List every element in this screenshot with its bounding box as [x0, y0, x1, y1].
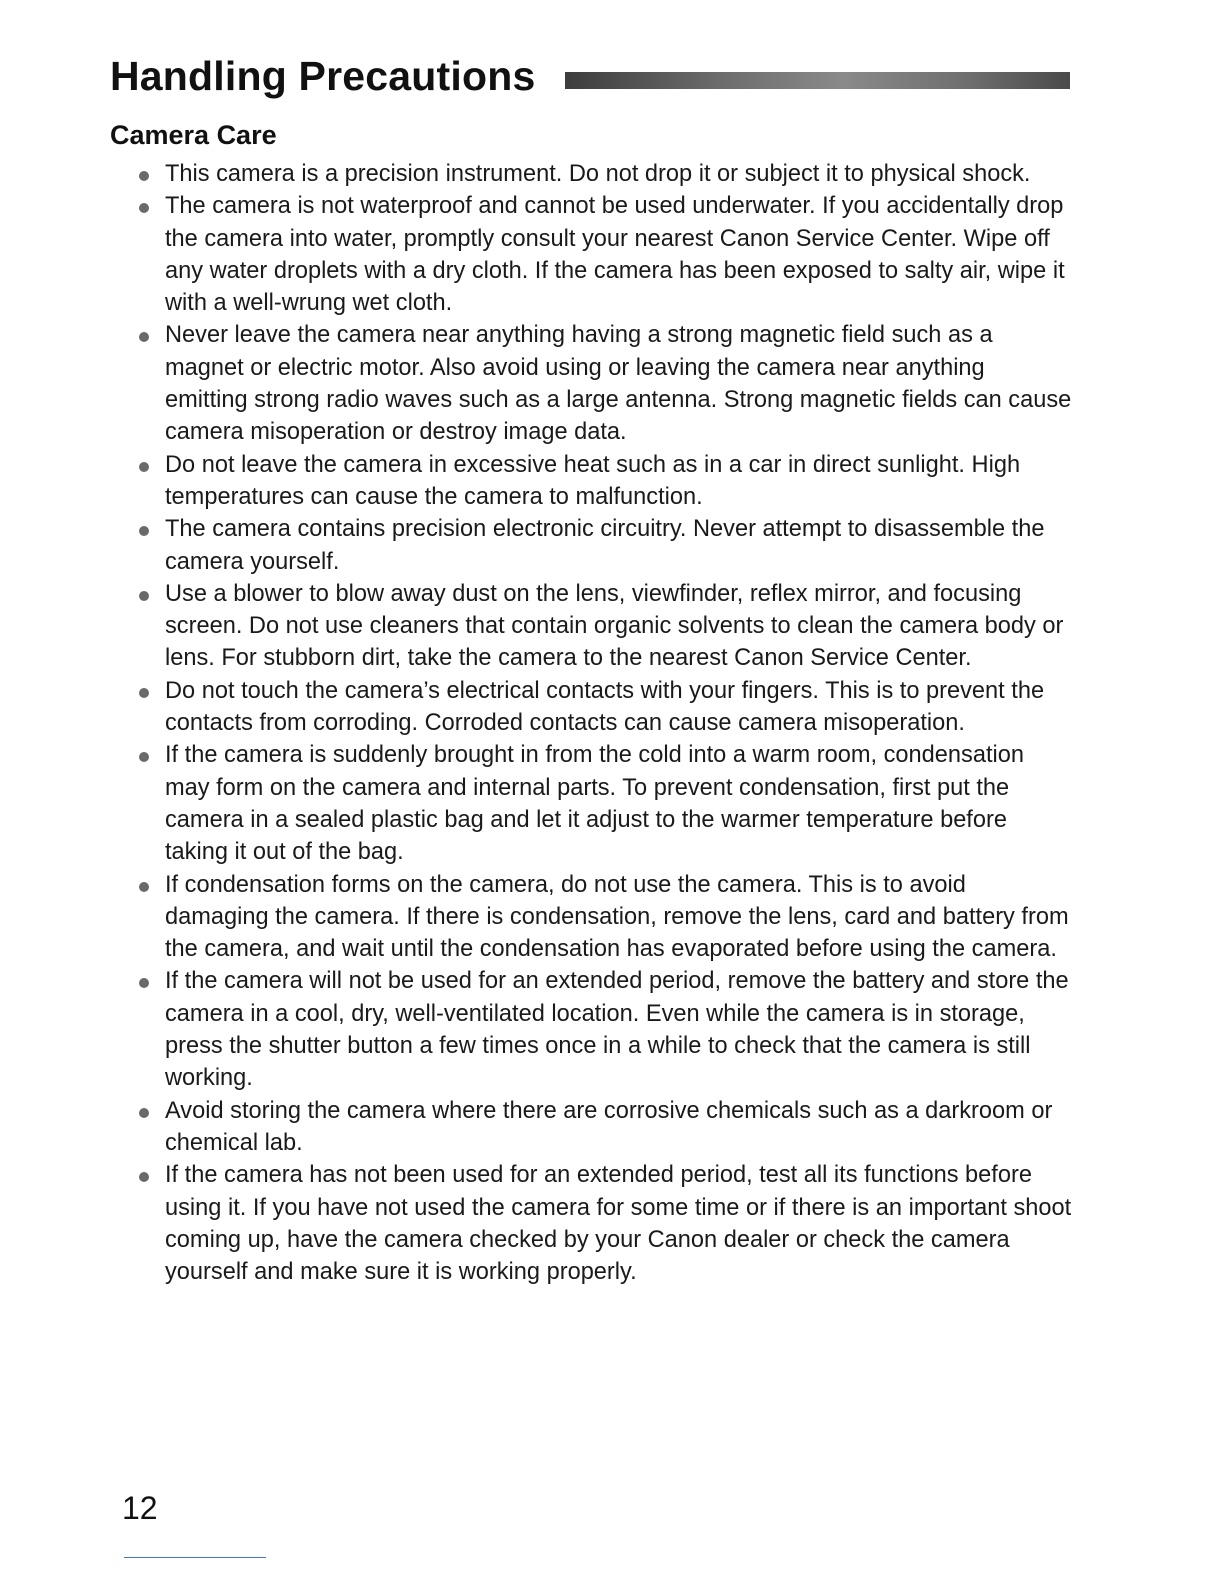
bullet-icon — [139, 332, 149, 342]
list-item-text: Use a blower to blow away dust on the lens, viewfinder, reflex mirror, and focusing screen. Do not use cleaners that contain organic solvents to clean the camera body or lens. For stubborn dirt, take the camera to the nearest Canon Service Center. — [165, 580, 1064, 672]
bullet-icon — [139, 1108, 149, 1118]
bullet-icon — [139, 688, 149, 698]
list-item — [132, 739, 1072, 868]
list-item — [132, 965, 1072, 1094]
bullet-icon — [139, 978, 149, 988]
list-item — [132, 1095, 1072, 1160]
bullet-icon — [139, 526, 149, 536]
list-item-text: If condensation forms on the camera, do not use the camera. This is to avoid damaging the camera. If there is condensation, remove the lens, card and battery from the camera, and wait until the condensation has evaporated before using the camera. — [165, 871, 1069, 963]
list-item-text: The camera is not waterproof and cannot be used underwater. If you accidentally drop the camera into water, promptly consult your nearest Canon Service Center. Wipe off any water droplets with a dry cloth. If the camera has been exposed to salty air, wipe it with a well-wrung wet cloth. — [165, 193, 1065, 317]
list-item — [132, 449, 1072, 514]
list-item-text: Never leave the camera near anything having a strong magnetic field such as a magnet or electric motor. Also avoid using or leaving the camera near anything emitting strong radio waves such as a large antenna. Strong magnetic fields can cause camera misoperation or destroy image data. — [165, 322, 1072, 446]
page-number: 12 — [122, 1490, 158, 1526]
list-item-text: If the camera has not been used for an extended period, test all its functions before using it. If you have not used the camera for some time or if there is an important shoot coming up, have the camera checked by your Canon dealer or check the camera yourself and make sure it is working properly. — [165, 1162, 1072, 1286]
list-item-text: Do not touch the camera’s electrical contacts with your fingers. This is to prevent the contacts from corroding. Corroded contacts can cause camera misoperation. — [165, 677, 1045, 737]
bullet-icon — [139, 1172, 149, 1182]
list-item-text: Do not leave the camera in excessive heat such as in a car in direct sunlight. High temperatures can cause the camera to malfunction. — [165, 451, 1021, 510]
bullet-icon — [139, 171, 149, 181]
list-item-text: Avoid storing the camera where there are corrosive chemicals such as a darkroom or chemical lab. — [165, 1097, 1053, 1156]
list-item-text: The camera contains precision electronic circuitry. Never attempt to disassemble the camera yourself. — [165, 516, 1045, 575]
page-title: Handling Precautions — [110, 52, 536, 99]
list-item-text: If the camera is suddenly brought in from the cold into a warm room, condensation may form on the camera and internal parts. To prevent condensation, first put the camera in a sealed plastic bag and let it adjust to the warmer temperature before taking it out of the bag. — [165, 742, 1024, 866]
list-item — [132, 319, 1072, 448]
list-item — [132, 578, 1072, 675]
list-item — [132, 158, 1072, 190]
list-item — [132, 1159, 1072, 1288]
bullet-icon — [139, 591, 149, 601]
list-item-text: This camera is a precision instrument. Do not drop it or subject it to physical shock. — [165, 161, 1031, 187]
page-header — [110, 48, 1070, 104]
footer-divider — [124, 1557, 266, 1558]
title-decorative-bar — [565, 72, 1070, 89]
list-item — [132, 513, 1072, 578]
bullet-icon — [139, 752, 149, 762]
list-item — [132, 869, 1072, 966]
bullet-icon — [139, 882, 149, 892]
bullet-icon — [139, 462, 149, 472]
list-item — [132, 190, 1072, 319]
list-item-text: If the camera will not be used for an extended period, remove the battery and store the camera in a cool, dry, well-ventilated location. Even while the camera is in storage, press the shutter button a few times once in a while to check that the camera is still working. — [165, 968, 1069, 1092]
bullet-icon — [139, 203, 149, 213]
section-heading: Camera Care — [110, 120, 277, 150]
precautions-list — [132, 158, 1072, 1288]
list-item — [132, 675, 1072, 740]
